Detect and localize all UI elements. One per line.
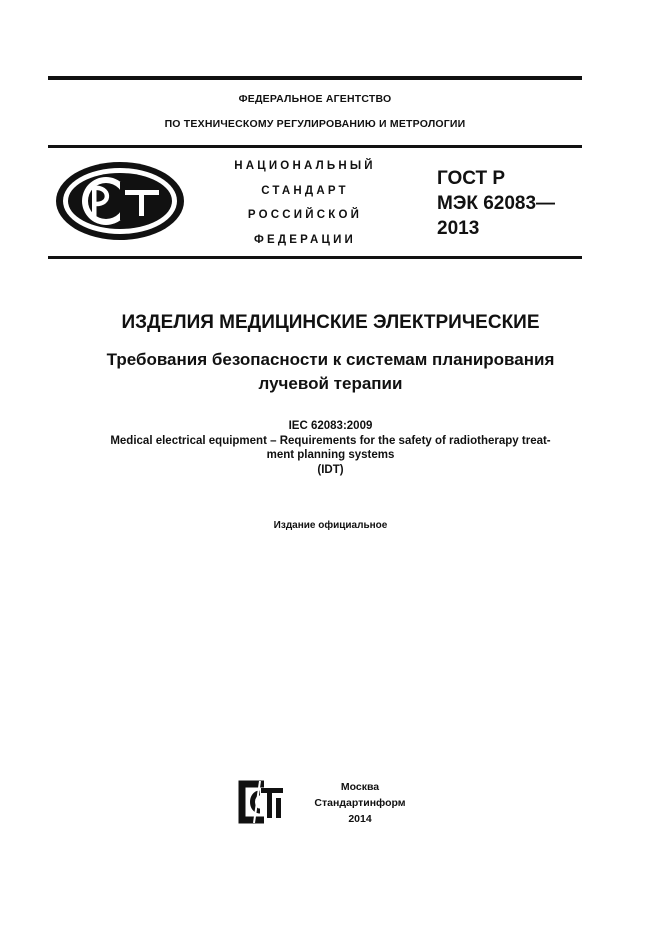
iec-code: IEC 62083:2009 — [288, 420, 373, 432]
standard-number-line-3: 2013 — [437, 218, 480, 239]
edition-label: Издание официальное — [273, 520, 388, 531]
subtitle-line-1: Требования безопасности к системам планирования — [106, 350, 555, 369]
agency-line-2: ПО ТЕХНИЧЕСКОМУ РЕГУЛИРОВАНИЮ И МЕТРОЛОГИИ — [164, 118, 466, 130]
header-rule — [48, 145, 582, 148]
publisher-city: Москва — [340, 781, 380, 793]
iec-title-line-2: ment planning systems — [266, 449, 395, 461]
national-line-1: НАЦИОНАЛЬНЫЙ — [234, 160, 376, 172]
document-title: ИЗДЕЛИЯ МЕДИЦИНСКИЕ ЭЛЕКТРИЧЕСКИЕ — [121, 312, 540, 333]
national-line-4: ФЕДЕРАЦИИ — [253, 233, 357, 246]
publisher-block — [300, 779, 420, 827]
document-subtitle — [40, 348, 621, 396]
block-rule — [48, 256, 582, 259]
national-standard-label — [205, 154, 405, 252]
national-line-3: РОССИЙСКОЙ — [247, 209, 363, 221]
standartinform-logo-icon — [234, 779, 286, 825]
iec-equivalence: (IDT) — [317, 463, 344, 476]
top-rule — [48, 76, 582, 80]
rst-gost-logo-icon — [54, 160, 186, 242]
agency-line-1: ФЕДЕРАЛЬНОЕ АГЕНТСТВО — [238, 93, 392, 105]
national-line-2: СТАНДАРТ — [261, 184, 349, 197]
publisher-name: Стандартинформ — [314, 797, 406, 809]
subtitle-line-2: лучевой терапии — [258, 374, 403, 393]
international-reference — [40, 419, 621, 477]
iec-title-line-1: Medical electrical equipment – Requirements for the safety of radiotherapy treat- — [110, 434, 551, 447]
publication-year: 2014 — [348, 813, 372, 825]
standard-number — [437, 166, 555, 241]
standard-number-line-2: МЭК 62083— — [437, 193, 556, 214]
standard-number-line-1: ГОСТ Р — [437, 168, 506, 189]
